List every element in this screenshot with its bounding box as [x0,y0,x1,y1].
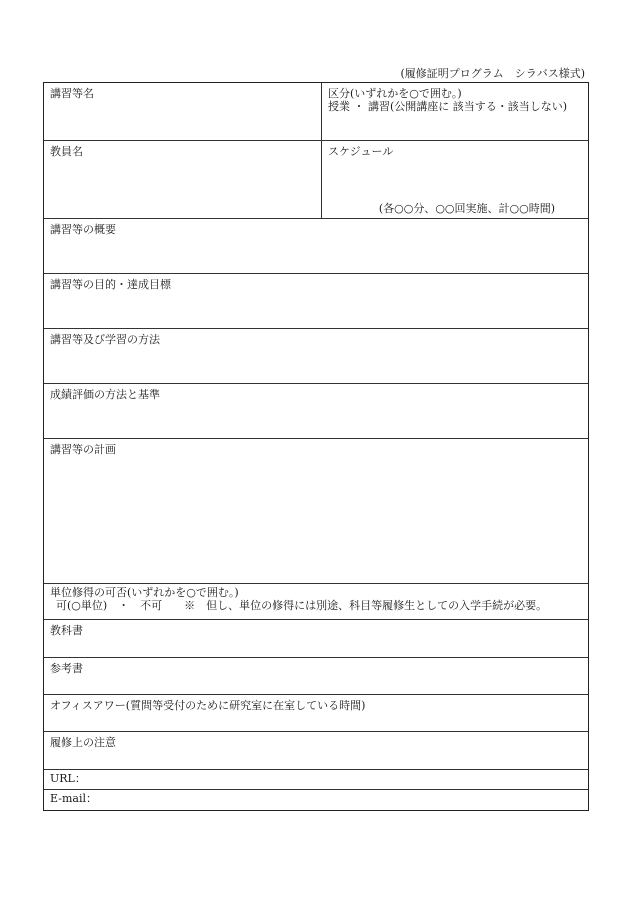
textbook-label: 教科書 [50,624,83,637]
course-name-label: 講習等名 [50,87,94,100]
instructor-cell[interactable] [44,141,322,218]
plan-cell[interactable] [44,439,588,583]
objectives-label: 講習等の目的・達成目標 [50,278,171,291]
row-evaluation [44,384,588,439]
instructor-label: 教員名 [50,145,83,158]
email-cell[interactable] [44,790,588,810]
objectives-cell[interactable] [44,274,588,328]
methods-cell[interactable] [44,329,588,383]
methods-label: 講習等及び学習の方法 [50,333,160,346]
notes-cell[interactable] [44,732,588,769]
credit-options: 可(○単位) ・ 不可 ※ 但し、単位の修得には別途、科目等履修生としての入学手続が必要。 [56,599,548,613]
overview-label: 講習等の概要 [50,223,116,236]
overview-cell[interactable] [44,219,588,273]
row-course-category [44,83,588,141]
plan-label: 講習等の計画 [50,443,116,456]
row-reference [44,658,588,695]
row-office-hours [44,695,588,732]
textbook-cell[interactable] [44,620,588,657]
reference-label: 参考書 [50,662,83,675]
evaluation-label: 成績評価の方法と基準 [50,388,160,401]
row-url [44,770,588,790]
credit-cell[interactable] [44,584,588,619]
row-plan [44,439,588,584]
notes-label: 履修上の注意 [50,736,116,749]
form-type-label: (履修証明プログラム シラバス様式) [400,67,585,80]
schedule-note: (各○○分、○○回実施、計○○時間) [378,201,555,215]
row-email [44,790,588,810]
url-label: URL： [50,772,86,785]
category-label: 区分(いずれかを○で囲む。) [328,87,462,100]
category-cell[interactable] [322,83,588,140]
row-credit [44,584,588,620]
row-overview [44,219,588,274]
row-textbook [44,620,588,658]
schedule-label: スケジュール [328,145,394,158]
syllabus-form [43,82,589,811]
schedule-cell[interactable] [322,141,588,218]
office-hours-cell[interactable] [44,695,588,731]
reference-cell[interactable] [44,658,588,694]
office-hours-label: オフィスアワー(質問等受付のために研究室に在室している時間) [50,699,366,712]
row-instructor-schedule [44,141,588,219]
row-methods [44,329,588,384]
credit-label: 単位修得の可否(いずれかを○で囲む。) [50,586,239,599]
email-label: E-mail： [50,792,97,805]
row-objectives [44,274,588,329]
category-options: 授業 ・ 講習(公開講座に 該当する・該当しない) [328,100,568,114]
evaluation-cell[interactable] [44,384,588,438]
row-notes [44,732,588,770]
course-name-cell[interactable] [44,83,322,140]
url-cell[interactable] [44,770,588,789]
